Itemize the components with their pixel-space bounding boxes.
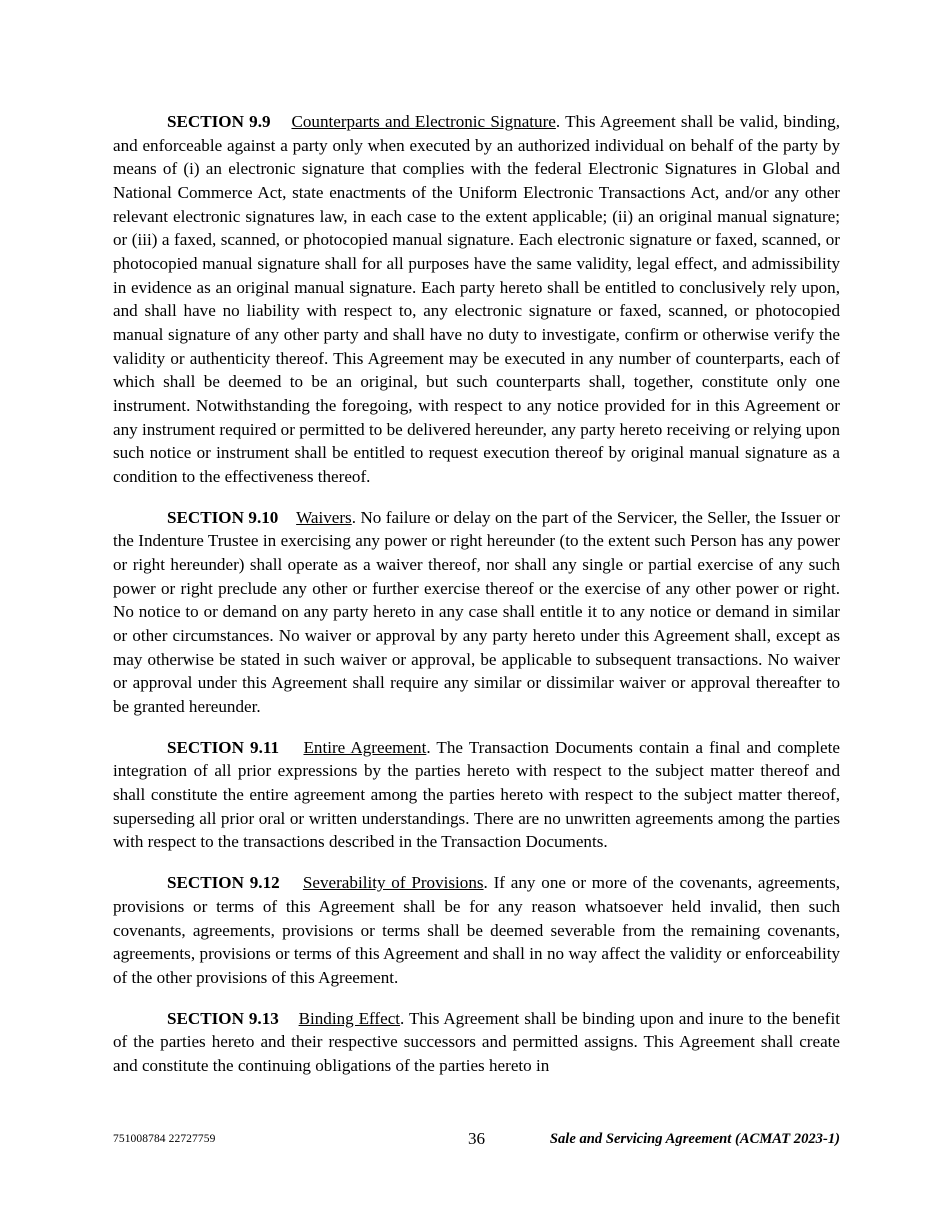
footer-page-number: 36: [467, 1129, 486, 1148]
section-paragraph: [113, 506, 840, 719]
section-title: Counterparts and Electronic Signature: [291, 112, 556, 131]
section-title: Severability of Provisions: [302, 873, 484, 893]
section-number-spacer: [279, 738, 303, 757]
section-paragraph: [113, 736, 840, 854]
section-body: . This Agreement shall be binding upon and inure to the benefit of the parties hereto and their respective successors and permitted assigns. This Agreement shall create and constitute the continuing obligations of the parties hereto in: [113, 1008, 841, 1075]
section-number: SECTION 9.10: [167, 507, 279, 527]
section-number-spacer: [278, 508, 296, 527]
section-number: SECTION 9.9: [167, 112, 271, 131]
page-footer: [113, 1129, 840, 1151]
section-number: SECTION 9.12: [167, 873, 280, 893]
section-title: Binding Effect: [298, 1008, 401, 1028]
section-number-spacer: [279, 1009, 299, 1028]
footer-agreement-title: Sale and Servicing Agreement (ACMAT 2023-1): [549, 1131, 840, 1147]
section-title: Waivers: [296, 507, 352, 527]
section-number-spacer: [271, 112, 292, 131]
page-footer-inner: [113, 1129, 840, 1151]
section-body: . This Agreement shall be valid, binding, and enforceable against a party only when executed by an authorized individual on behalf of the party by means of (i) an electronic signature that complies with the federal Electronic Signatures in Global and National Commerce Act, state enactments of the Uniform Electronic Transactions Act, and/or any other relevant electronic signatures law, in each case to the extent applicable; (ii) an original manual signature; or (iii) a faxed, scanned, or photocopied manual signature. Each electronic signature or faxed, scanned, or photocopied manual signature shall for all purposes have the same validity, legal effect, and admissibility in evidence as an original manual signature. Each party hereto shall be entitled to conclusively rely upon, and shall have no liability with respect to, any electronic signature or faxed, scanned, or photocopied manual signature of any other party and shall have no duty to investigate, confirm or otherwise verify the validity or authenticity thereof. This Agreement may be executed in any number of counterparts, each of which shall be deemed to be an original, but such counterparts shall, together, constitute only one instrument. Notwithstanding the foregoing, with respect to any notice provided for in this Agreement or any instrument required or permitted to be delivered hereunder, any party hereto receiving or relying upon such notice or instrument shall be entitled to request execution thereof by original manual signature as a condition to the effectiveness thereof.: [113, 112, 840, 487]
document-body: [113, 110, 840, 1078]
section-title: Entire Agreement: [303, 737, 427, 757]
section-body: . If any one or more of the covenants, agreements, provisions or terms of this Agreement shall be for any reason whatsoever held invalid, then such covenants, agreements, provisions or terms shall be deemed severable from the remaining covenants, agreements, provisions or terms of this Agreement and shall in no way affect the validity or enforceability of the other provisions of this Agreement.: [113, 873, 840, 987]
footer-document-id: 751008784 22727759: [113, 1133, 216, 1145]
section-number: SECTION 9.13: [167, 1008, 279, 1028]
section-body: . No failure or delay on the part of the Servicer, the Seller, the Issuer or the Indenture Trustee in exercising any power or right hereunder (to the extent such Person has any power or right hereunder) shall operate as a waiver thereof, nor shall any single or partial exercise of any such power or right preclude any other or further exercise thereof or the exercise of any other power or right. No notice to or demand on any party hereto in any case shall entitle it to any notice or demand in similar or other circumstances. No waiver or approval by any party hereto under this Agreement shall, except as may otherwise be stated in such waiver or approval, be applicable to subsequent transactions. No waiver or approval under this Agreement shall require any similar or dissimilar waiver or approval thereafter to be granted hereunder.: [113, 507, 840, 717]
section-paragraph: [113, 1007, 840, 1078]
section-paragraph: [113, 110, 840, 489]
section-number-spacer: [280, 873, 303, 892]
section-number: SECTION 9.11: [167, 737, 280, 757]
section-paragraph: [113, 871, 840, 989]
section-body: . The Transaction Documents contain a final and complete integration of all prior expressions by the parties hereto with respect to the subject matter thereof and shall constitute the entire agreement among the parties hereto with respect to the subject matter thereof, superseding all prior oral or written understandings. There are no unwritten agreements among the parties with respect to the transactions described in the Transaction Documents.: [113, 737, 840, 852]
